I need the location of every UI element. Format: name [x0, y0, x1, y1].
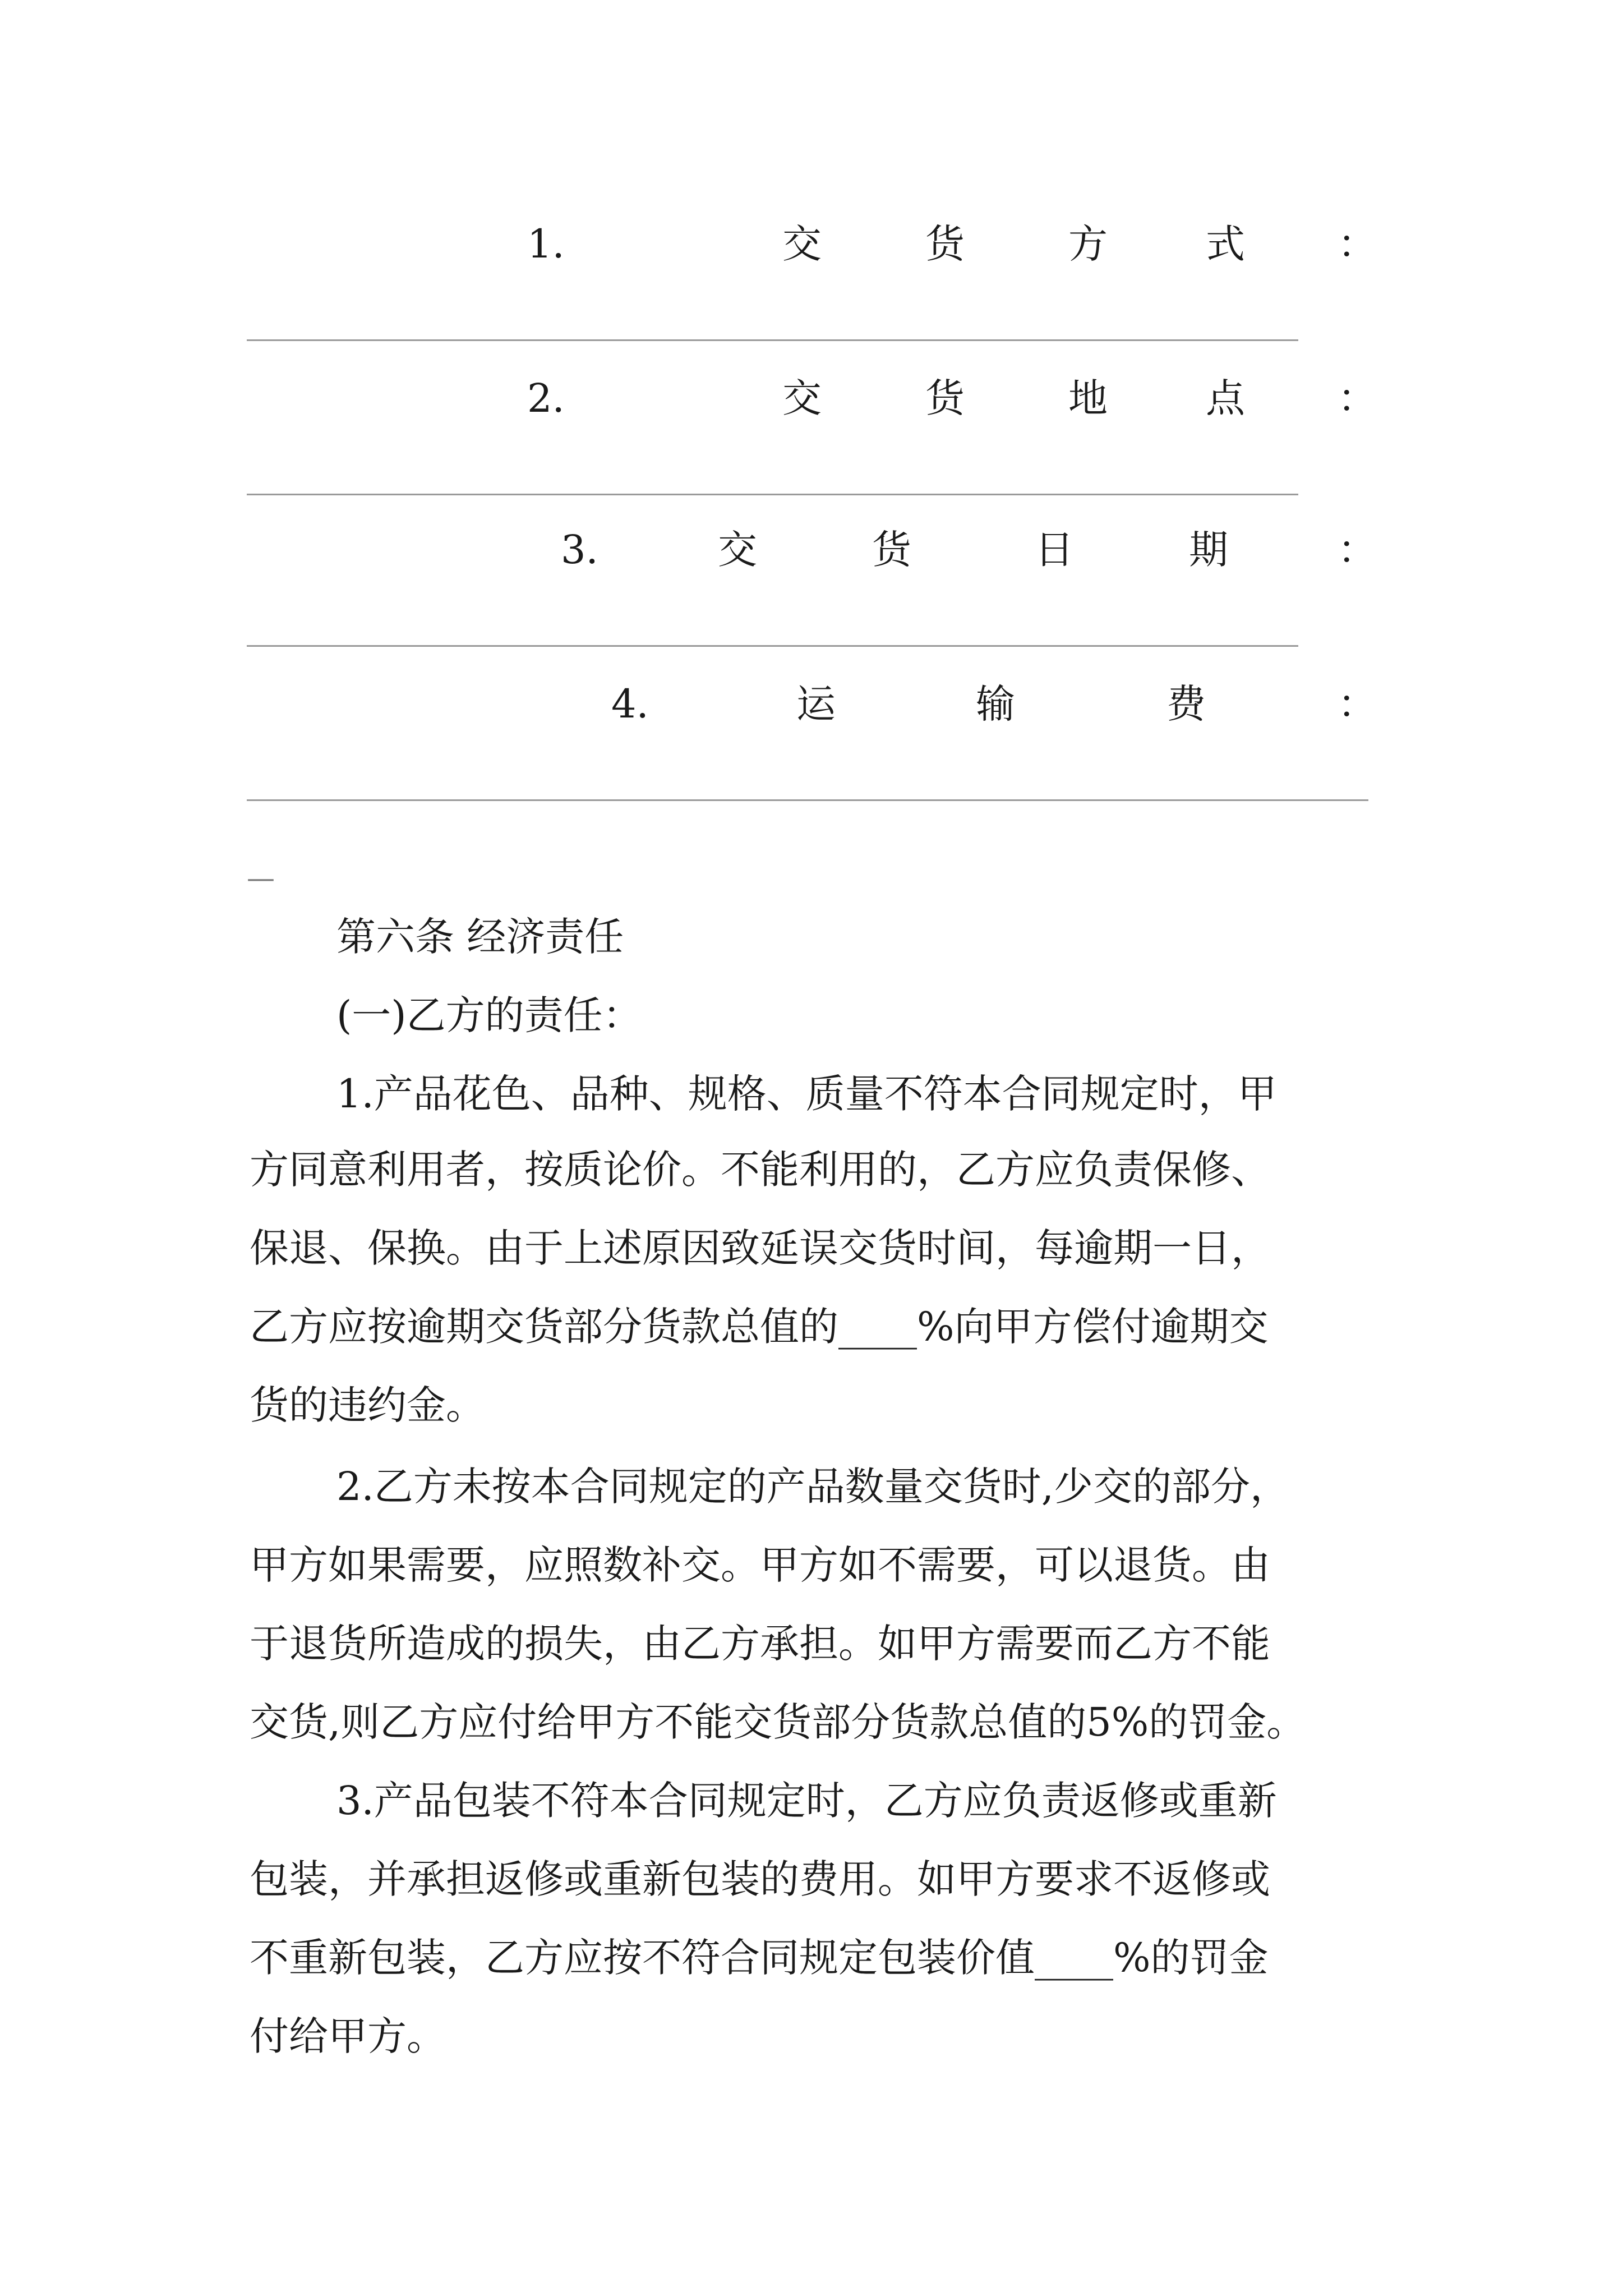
delivery-item-3: [0, 519, 1623, 581]
item-char: 交: [718, 527, 757, 573]
item-char: 交: [782, 375, 822, 421]
item-colon: ：: [1338, 375, 1377, 421]
item-char: 运: [796, 681, 836, 727]
item-number: 2.: [527, 375, 565, 421]
fill-line: [247, 494, 1298, 495]
item-char: 费: [1166, 681, 1206, 727]
paragraph-line: 交货,则乙方应付给甲方不能交货部分货款总值的5%的罚金。: [250, 1699, 1306, 1745]
delivery-item-4: [0, 673, 1623, 735]
item-number: 3.: [561, 527, 598, 573]
item-colon: ：: [1338, 681, 1377, 727]
fill-line: [247, 799, 1368, 801]
item-char: 货: [925, 375, 965, 421]
item-number: 1.: [527, 221, 565, 267]
item-char: 式: [1206, 221, 1245, 267]
item-char: 货: [872, 527, 911, 573]
paragraph-line: 甲方如果需要，应照数补交。甲方如不需要，可以退货。由: [250, 1542, 1270, 1588]
trailing-mark: —: [247, 862, 275, 894]
item-char: 输: [976, 681, 1015, 727]
paragraph-line: 包装，并承担返修或重新包装的费用。如甲方要求不返修或: [250, 1856, 1270, 1902]
article-title: 第六条 经济责任: [336, 914, 624, 960]
item-char: 交: [782, 221, 822, 267]
paragraph-line: 方同意利用者，按质论价。不能利用的，乙方应负责保修、: [250, 1147, 1270, 1193]
item-char: 日: [1035, 527, 1074, 573]
section-title: (一)乙方的责任：: [336, 992, 642, 1038]
paragraph-line: 货的违约金。: [250, 1382, 485, 1428]
item-char: 方: [1068, 221, 1108, 267]
paragraph-line: 乙方应按逾期交货部分货款总值的____%向甲方偿付逾期交: [250, 1304, 1269, 1350]
fill-line: [247, 339, 1298, 341]
item-colon: ：: [1338, 221, 1377, 267]
paragraph-line: 于退货所造成的损失，由乙方承担。如甲方需要而乙方不能: [250, 1621, 1270, 1667]
item-char: 点: [1206, 375, 1245, 421]
item-char: 货: [925, 221, 965, 267]
paragraph-line: 付给甲方。: [250, 2013, 446, 2059]
paragraph-line: 不重新包装，乙方应按不符合同规定包装价值____%的罚金: [250, 1935, 1269, 1981]
delivery-item-1: [0, 213, 1623, 275]
paragraph-line: 2.乙方未按本合同规定的产品数量交货时,少交的部分，: [336, 1464, 1290, 1510]
item-char: 地: [1068, 375, 1108, 421]
paragraph-line: 1.产品花色、品种、规格、质量不符本合同规定时，甲: [336, 1071, 1277, 1117]
paragraph-line: 3.产品包装不符本合同规定时，乙方应负责返修或重新: [336, 1778, 1277, 1824]
delivery-item-2: [0, 367, 1623, 429]
paragraph-line: 保退、保换。由于上述原因致延误交货时间，每逾期一日，: [250, 1225, 1270, 1271]
item-char: 期: [1189, 527, 1228, 573]
item-colon: ：: [1338, 527, 1377, 573]
item-number: 4.: [611, 681, 649, 727]
fill-line: [247, 645, 1298, 647]
